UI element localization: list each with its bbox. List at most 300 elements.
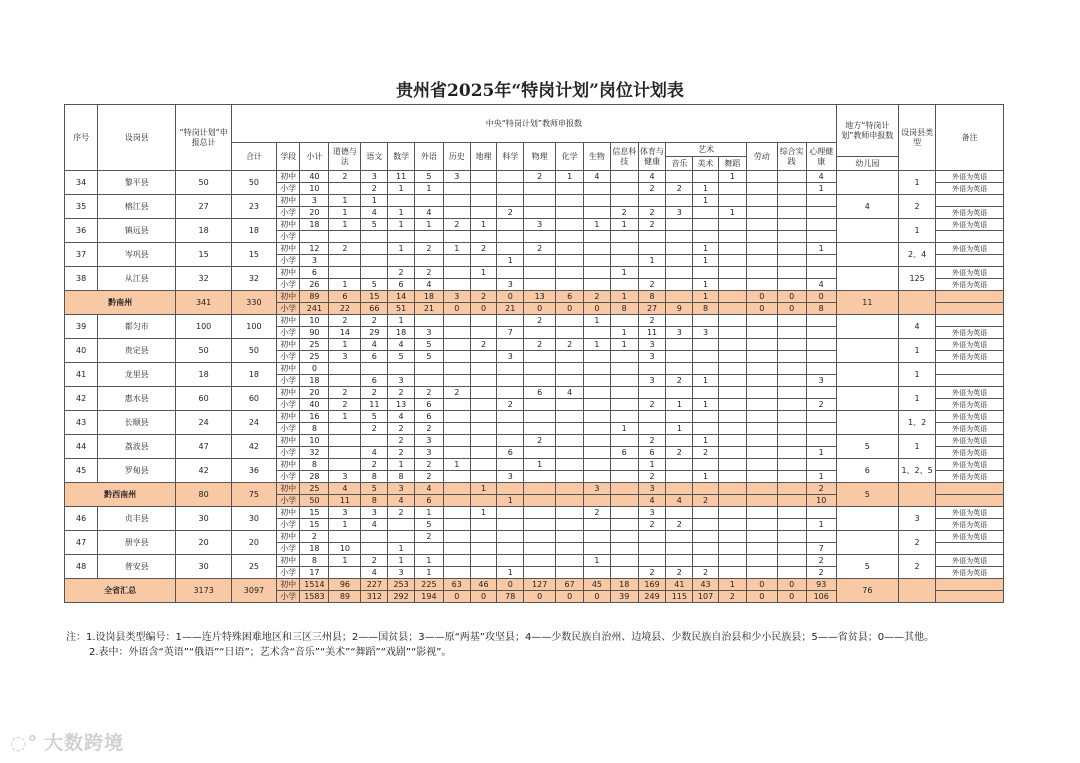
data-cell: 6 — [556, 291, 584, 303]
data-cell: 1 — [414, 507, 443, 519]
data-cell: 6 — [300, 267, 329, 279]
data-cell: 28 — [300, 471, 329, 483]
data-cell — [329, 231, 361, 243]
county-name-cell: 镇远县 — [98, 219, 176, 243]
data-cell: 2 — [718, 591, 746, 603]
county-type-cell: 1 — [898, 339, 935, 363]
data-cell: 3 — [524, 219, 556, 231]
data-cell — [806, 255, 836, 267]
total-apply-cell: 30 — [176, 555, 232, 579]
data-cell — [524, 255, 556, 267]
data-cell — [361, 267, 388, 279]
data-cell: 2 — [497, 399, 524, 411]
data-cell — [497, 543, 524, 555]
data-cell — [693, 459, 719, 471]
seq-cell: 41 — [65, 363, 98, 387]
data-cell: 18 — [300, 543, 329, 555]
data-cell: 3 — [638, 339, 666, 351]
data-cell: 3 — [361, 507, 388, 519]
data-cell: 0 — [443, 303, 470, 315]
header-subject: 地理 — [470, 143, 497, 171]
data-cell — [718, 183, 746, 195]
data-cell — [777, 207, 806, 219]
data-cell: 0 — [746, 579, 777, 591]
remark-cell: 外语为英语 — [936, 507, 1004, 519]
data-cell — [524, 567, 556, 579]
data-cell — [777, 351, 806, 363]
region-name-cell: 全省汇总 — [65, 579, 176, 603]
data-cell: 3 — [414, 435, 443, 447]
data-cell — [610, 411, 638, 423]
remark-cell: 外语为英语 — [936, 459, 1004, 471]
data-cell — [746, 411, 777, 423]
data-cell: 0 — [746, 591, 777, 603]
stage-cell: 初中 — [276, 387, 300, 399]
data-cell: 1 — [470, 267, 497, 279]
data-cell — [556, 183, 584, 195]
remark-cell: 外语为英语 — [936, 339, 1004, 351]
data-cell: 225 — [414, 579, 443, 591]
data-cell — [718, 387, 746, 399]
data-cell: 3 — [638, 351, 666, 363]
data-cell — [666, 543, 693, 555]
data-cell: 4 — [666, 495, 693, 507]
data-cell: 1 — [329, 279, 361, 291]
data-cell: 1 — [388, 315, 415, 327]
data-cell — [693, 315, 719, 327]
remark-cell: 外语为英语 — [936, 207, 1004, 219]
data-cell — [584, 399, 611, 411]
data-cell — [497, 507, 524, 519]
data-cell — [497, 363, 524, 375]
data-cell — [329, 375, 361, 387]
remark-cell: 外语为英语 — [936, 435, 1004, 447]
data-cell: 1 — [329, 195, 361, 207]
data-cell: 115 — [666, 591, 693, 603]
data-cell: 39 — [610, 591, 638, 603]
table-row — [65, 483, 1004, 495]
data-cell — [666, 459, 693, 471]
data-cell: 5 — [361, 279, 388, 291]
data-cell — [524, 363, 556, 375]
data-cell — [470, 255, 497, 267]
header-subject: 物理 — [524, 143, 556, 171]
data-cell: 1 — [443, 459, 470, 471]
county-type-cell: 4 — [898, 315, 935, 339]
table-row — [65, 195, 1004, 207]
remark-cell: 外语为英语 — [936, 171, 1004, 183]
data-cell — [806, 531, 836, 543]
data-cell — [584, 255, 611, 267]
data-cell — [610, 387, 638, 399]
data-cell: 0 — [584, 303, 611, 315]
sum-cell: 18 — [231, 363, 276, 387]
data-cell: 1 — [693, 471, 719, 483]
table-row — [65, 315, 1004, 327]
data-cell: 1 — [806, 519, 836, 531]
data-cell: 2 — [329, 387, 361, 399]
remark-cell: 外语为英语 — [936, 519, 1004, 531]
data-cell — [777, 195, 806, 207]
data-cell: 0 — [777, 303, 806, 315]
data-cell — [777, 447, 806, 459]
data-cell — [524, 495, 556, 507]
data-cell — [777, 495, 806, 507]
data-cell: 2 — [556, 339, 584, 351]
data-cell: 241 — [300, 303, 329, 315]
data-cell: 2 — [361, 183, 388, 195]
data-cell: 6 — [361, 351, 388, 363]
data-cell: 2 — [388, 447, 415, 459]
data-cell — [718, 507, 746, 519]
seq-cell: 39 — [65, 315, 98, 339]
data-cell — [470, 315, 497, 327]
stage-cell: 初中 — [276, 363, 300, 375]
table-row — [65, 171, 1004, 183]
total-apply-cell: 50 — [176, 171, 232, 195]
data-cell — [556, 363, 584, 375]
data-cell — [638, 195, 666, 207]
data-cell — [524, 375, 556, 387]
data-cell — [610, 171, 638, 183]
data-cell — [693, 267, 719, 279]
data-cell — [443, 339, 470, 351]
data-cell — [556, 519, 584, 531]
data-cell: 2 — [361, 423, 388, 435]
data-cell: 4 — [414, 279, 443, 291]
county-name-cell: 普安县 — [98, 555, 176, 579]
data-cell — [666, 471, 693, 483]
stage-cell: 小学 — [276, 471, 300, 483]
data-cell — [610, 495, 638, 507]
data-cell — [470, 567, 497, 579]
data-cell — [470, 375, 497, 387]
data-cell: 26 — [300, 279, 329, 291]
data-cell: 0 — [497, 579, 524, 591]
data-cell — [638, 423, 666, 435]
data-cell — [584, 183, 611, 195]
stage-cell: 初中 — [276, 339, 300, 351]
data-cell — [777, 339, 806, 351]
data-cell — [666, 351, 693, 363]
data-cell: 2 — [584, 291, 611, 303]
data-cell — [470, 423, 497, 435]
data-cell: 1 — [470, 219, 497, 231]
remark-cell — [936, 231, 1004, 243]
data-cell — [666, 411, 693, 423]
data-cell: 2 — [470, 291, 497, 303]
header-subject: 历史 — [443, 143, 470, 171]
county-name-cell: 惠水县 — [98, 387, 176, 411]
data-cell: 3 — [584, 483, 611, 495]
data-cell: 8 — [610, 303, 638, 315]
stage-cell: 小学 — [276, 327, 300, 339]
data-cell: 0 — [746, 291, 777, 303]
data-cell — [361, 363, 388, 375]
header-subject: 外语 — [414, 143, 443, 171]
data-cell: 4 — [806, 171, 836, 183]
data-cell — [693, 519, 719, 531]
total-apply-cell: 3173 — [176, 579, 232, 603]
sum-cell: 25 — [231, 555, 276, 579]
county-type-cell: 1、2、5 — [898, 459, 935, 483]
data-cell: 2 — [638, 207, 666, 219]
data-cell — [414, 363, 443, 375]
county-type-cell: 2 — [898, 531, 935, 555]
sum-cell: 23 — [231, 195, 276, 219]
data-cell: 3 — [329, 351, 361, 363]
data-cell: 253 — [388, 579, 415, 591]
local-cell — [836, 411, 898, 435]
county-type-cell: 125 — [898, 267, 935, 291]
data-cell: 12 — [300, 243, 329, 255]
data-cell: 8 — [806, 303, 836, 315]
data-cell — [443, 519, 470, 531]
data-cell — [777, 543, 806, 555]
data-cell: 4 — [388, 411, 415, 423]
data-cell — [443, 399, 470, 411]
table-row — [65, 555, 1004, 567]
data-cell: 46 — [470, 579, 497, 591]
data-cell — [584, 471, 611, 483]
local-cell: 5 — [836, 483, 898, 507]
data-cell — [610, 243, 638, 255]
data-cell: 1 — [388, 543, 415, 555]
data-cell: 1 — [718, 171, 746, 183]
data-cell — [718, 315, 746, 327]
data-cell — [777, 231, 806, 243]
data-cell — [666, 507, 693, 519]
data-cell — [414, 315, 443, 327]
local-cell — [836, 219, 898, 243]
total-apply-cell: 32 — [176, 267, 232, 291]
data-cell: 1 — [497, 255, 524, 267]
header-subject: 体育与健康 — [638, 143, 666, 171]
header-sum: 合计 — [231, 143, 276, 171]
data-cell: 6 — [524, 387, 556, 399]
data-cell — [556, 447, 584, 459]
data-cell — [610, 255, 638, 267]
data-cell — [329, 459, 361, 471]
data-cell — [610, 435, 638, 447]
data-cell: 16 — [300, 411, 329, 423]
stage-cell: 小学 — [276, 303, 300, 315]
data-cell: 6 — [414, 411, 443, 423]
header-psych: 心理健康 — [806, 143, 836, 171]
total-apply-cell: 80 — [176, 483, 232, 507]
data-cell — [470, 207, 497, 219]
data-cell — [666, 291, 693, 303]
stage-cell: 小学 — [276, 207, 300, 219]
data-cell — [443, 411, 470, 423]
seq-cell: 48 — [65, 555, 98, 579]
data-cell — [443, 531, 470, 543]
data-cell — [746, 387, 777, 399]
data-cell: 1 — [470, 483, 497, 495]
data-cell: 0 — [777, 291, 806, 303]
page-title: 贵州省2025年“特岗计划”岗位计划表 — [396, 81, 684, 101]
data-cell: 2 — [414, 267, 443, 279]
data-cell — [470, 171, 497, 183]
data-cell: 0 — [777, 591, 806, 603]
data-cell: 2 — [361, 459, 388, 471]
data-cell — [329, 183, 361, 195]
data-cell: 93 — [806, 579, 836, 591]
watermark-logo-icon: ◌° — [10, 732, 39, 754]
data-cell: 4 — [361, 567, 388, 579]
data-cell — [361, 255, 388, 267]
data-cell: 292 — [388, 591, 415, 603]
stage-cell: 小学 — [276, 279, 300, 291]
data-cell: 1 — [693, 279, 719, 291]
data-cell: 1 — [584, 555, 611, 567]
data-cell: 14 — [329, 327, 361, 339]
data-cell — [610, 315, 638, 327]
data-cell — [610, 279, 638, 291]
data-cell — [718, 303, 746, 315]
data-cell: 2 — [470, 243, 497, 255]
data-cell — [638, 555, 666, 567]
data-cell: 2 — [524, 315, 556, 327]
data-cell: 1 — [693, 195, 719, 207]
remark-cell — [936, 363, 1004, 375]
note-1: 注：1.设岗县类型编号：1——连片特殊困难地区和三区三州县；2——国贫县；3——原“两基”攻坚县；4——少数民族自治州、边境县、少数民族自治县和少小民族县；5——省贫县；0——其他。 — [66, 632, 935, 643]
data-cell — [556, 327, 584, 339]
data-cell — [443, 555, 470, 567]
data-cell: 0 — [470, 591, 497, 603]
data-cell: 2 — [329, 243, 361, 255]
local-cell — [836, 171, 898, 195]
county-name-cell: 榕江县 — [98, 195, 176, 219]
seq-cell: 36 — [65, 219, 98, 243]
data-cell — [497, 375, 524, 387]
data-cell — [610, 567, 638, 579]
header-subject: 科学 — [497, 143, 524, 171]
data-cell: 6 — [638, 447, 666, 459]
data-cell: 2 — [610, 207, 638, 219]
data-cell — [610, 195, 638, 207]
data-cell — [777, 267, 806, 279]
total-apply-cell: 30 — [176, 507, 232, 531]
data-cell: 3 — [414, 327, 443, 339]
stage-cell: 初中 — [276, 483, 300, 495]
data-cell: 1 — [610, 423, 638, 435]
data-cell — [610, 555, 638, 567]
data-cell: 15 — [361, 291, 388, 303]
data-cell — [556, 315, 584, 327]
data-cell: 29 — [361, 327, 388, 339]
data-cell: 1 — [638, 459, 666, 471]
data-cell: 2 — [693, 495, 719, 507]
stage-cell: 小学 — [276, 495, 300, 507]
seq-cell: 40 — [65, 339, 98, 363]
data-cell — [584, 375, 611, 387]
data-cell — [556, 483, 584, 495]
local-cell: 6 — [836, 459, 898, 483]
data-cell: 1 — [470, 507, 497, 519]
data-cell — [746, 339, 777, 351]
data-cell — [470, 399, 497, 411]
data-cell — [443, 195, 470, 207]
data-cell: 4 — [584, 171, 611, 183]
data-cell: 5 — [361, 219, 388, 231]
data-cell: 4 — [361, 519, 388, 531]
header-total-apply: “特岗计划”申报总计 — [176, 105, 232, 171]
data-cell — [638, 531, 666, 543]
data-cell: 194 — [414, 591, 443, 603]
data-cell — [524, 447, 556, 459]
data-cell — [610, 459, 638, 471]
data-cell: 17 — [300, 567, 329, 579]
data-cell: 7 — [497, 327, 524, 339]
sum-cell: 50 — [231, 339, 276, 363]
data-cell: 18 — [388, 327, 415, 339]
data-cell: 2 — [497, 207, 524, 219]
data-cell: 20 — [300, 387, 329, 399]
remark-cell: 外语为英语 — [936, 555, 1004, 567]
data-cell — [777, 279, 806, 291]
stage-cell: 初中 — [276, 171, 300, 183]
data-cell: 2 — [414, 243, 443, 255]
data-cell: 15 — [300, 519, 329, 531]
data-cell — [524, 399, 556, 411]
data-cell: 2 — [666, 183, 693, 195]
stage-cell: 初中 — [276, 195, 300, 207]
data-cell: 1 — [556, 171, 584, 183]
data-cell: 6 — [497, 447, 524, 459]
data-cell — [746, 243, 777, 255]
data-cell — [497, 171, 524, 183]
data-cell: 4 — [388, 495, 415, 507]
data-cell: 1 — [610, 339, 638, 351]
data-cell — [524, 411, 556, 423]
data-cell: 2 — [388, 423, 415, 435]
data-cell — [806, 507, 836, 519]
data-cell — [666, 219, 693, 231]
data-cell — [693, 351, 719, 363]
data-cell: 1 — [361, 195, 388, 207]
header-art-sub: 音乐 — [666, 157, 693, 171]
data-cell — [388, 255, 415, 267]
county-type-cell: 2、4 — [898, 243, 935, 267]
data-cell — [524, 483, 556, 495]
data-cell: 2 — [806, 399, 836, 411]
data-cell: 3 — [300, 255, 329, 267]
data-cell — [443, 279, 470, 291]
data-cell — [666, 483, 693, 495]
data-cell — [524, 507, 556, 519]
data-cell: 1 — [388, 219, 415, 231]
data-cell: 43 — [693, 579, 719, 591]
county-type-cell — [898, 483, 935, 507]
data-cell — [361, 543, 388, 555]
local-cell — [836, 507, 898, 531]
data-cell: 89 — [300, 291, 329, 303]
data-cell: 5 — [361, 483, 388, 495]
data-cell: 10 — [806, 495, 836, 507]
county-name-cell: 罗甸县 — [98, 459, 176, 483]
data-cell — [584, 387, 611, 399]
data-cell — [777, 315, 806, 327]
county-name-cell: 长顺县 — [98, 411, 176, 435]
data-cell: 2 — [414, 471, 443, 483]
data-cell — [497, 483, 524, 495]
stage-cell: 小学 — [276, 351, 300, 363]
data-cell: 6 — [329, 291, 361, 303]
stage-cell: 小学 — [276, 591, 300, 603]
sum-cell: 3097 — [231, 579, 276, 603]
data-cell — [718, 531, 746, 543]
